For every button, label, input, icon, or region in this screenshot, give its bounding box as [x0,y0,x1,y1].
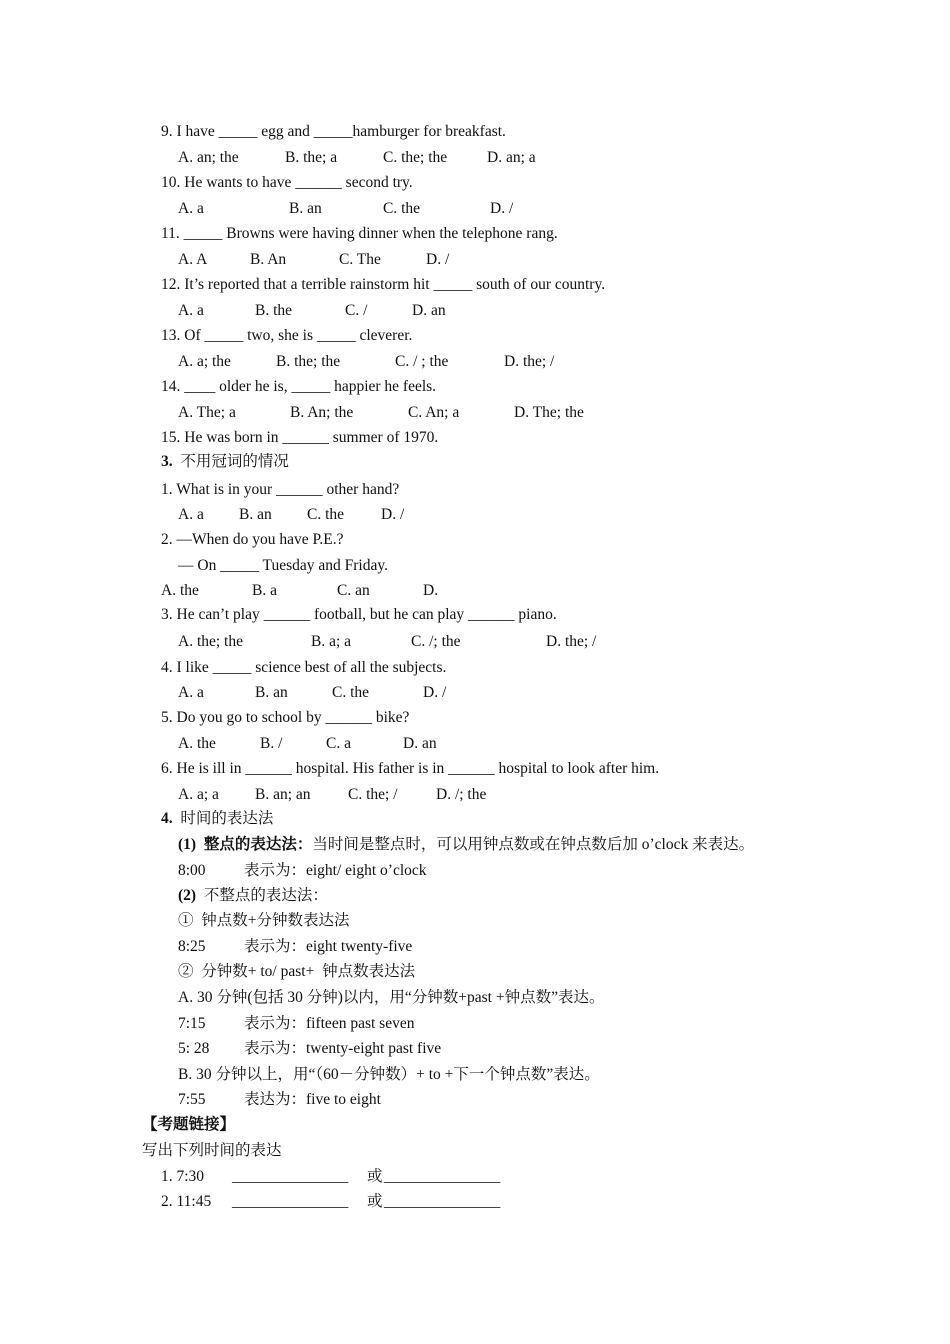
exam-item-label: 2. 11:45 [161,1193,212,1210]
option: B. the; a [285,149,338,166]
answer-blank: _______________ [232,1168,349,1185]
question-stem: 5. Do you go to school by ______ bike? [161,709,410,726]
question-stem: 10. He wants to have ______ second try. [161,174,413,191]
option: B. an [255,684,288,701]
option: C. the [332,684,370,701]
option: D. /; the [436,786,487,803]
example-time: 7:55 [178,1091,206,1108]
example-text: 表达为：five to eight [244,1091,381,1108]
option: D. / [423,684,447,701]
option: B. an; an [255,786,311,803]
answer-blank: _______________ [232,1193,349,1210]
option: C. the; the [383,149,448,166]
paragraph-number: (2) [178,887,197,904]
option: C. / [345,302,368,319]
section-number: 4. [161,810,173,827]
question-stem-continued: — On _____ Tuesday and Friday. [178,557,388,574]
paragraph-title: 整点的表达法： [203,836,313,853]
option: A. The; a [178,404,236,421]
question-stem: 1. What is in your ______ other hand? [161,481,400,498]
question-stem: 6. He is ill in ______ hospital. His father is in ______ hospital to look after him. [161,760,660,777]
question-stem: 12. It’s reported that a terrible rainstorm hit _____ south of our country. [161,276,606,293]
paragraph-number: (1) [178,836,197,853]
paragraph-whole-hour [178,835,754,855]
option: C. the [383,200,421,217]
option: A. a; a [178,786,219,803]
option: D. / [381,506,405,523]
option: D. an; a [487,149,536,166]
option: B. An [250,251,287,268]
option: A. a [178,684,204,701]
option: C. a [326,735,351,752]
option: A. the [161,582,199,599]
question-stem: 3. He can’t play ______ football, but he can play ______ piano. [161,606,557,623]
paragraph-text: 当时间是整点时，可以用钟点数或在钟点数后加 o’clock 来表达。 [312,836,755,853]
option: A. the [178,735,216,752]
example-text: 表示为：fifteen past seven [244,1015,415,1032]
example-time: 5: 28 [178,1040,210,1057]
option: D. The; the [514,404,584,421]
exam-link-heading: 【考题链接】 [142,1116,236,1133]
option: B. a; a [311,633,352,650]
question-stem: 2. —When do you have P.E.? [161,531,344,548]
option: B. An; the [290,404,354,421]
option: D. [423,582,439,599]
example-time: 7:15 [178,1015,206,1032]
exam-item-label: 1. 7:30 [161,1168,205,1185]
option: D. an [403,735,437,752]
example-text: 表示为：eight/ eight o’clock [244,862,427,879]
section-heading [161,809,273,829]
answer-blank: _______________ [384,1168,501,1185]
question-stem: 11. _____ Browns were having dinner when the telephone rang. [161,225,558,242]
question-stem: 9. I have _____ egg and _____hamburger for breakfast. [161,123,506,140]
example-text: 表示为：twenty-eight past five [244,1040,442,1057]
rule-text: B. 30 分钟以上，用“（60－分钟数）+ to +下一个钟点数”表达。 [178,1066,600,1083]
question-stem: 13. Of _____ two, she is _____ cleverer. [161,327,413,344]
option: D. the; / [546,633,597,650]
question-stem: 15. He was born in ______ summer of 1970. [161,429,439,446]
option: A. an; the [178,149,239,166]
option: A. the; the [178,633,243,650]
example-text: 表示为：eight twenty-five [244,938,413,955]
option: B. the; the [276,353,341,370]
option: B. the [255,302,293,319]
option: A. A [178,251,208,268]
option: A. a [178,302,204,319]
section-number: 3. [161,453,173,470]
example-time: 8:00 [178,862,206,879]
option: A. a; the [178,353,231,370]
option: B. an [239,506,272,523]
question-stem: 4. I like _____ science best of all the subjects. [161,659,447,676]
option: C. / ; the [395,353,449,370]
option: C. An; a [408,404,460,421]
option: B. an [289,200,322,217]
or-label: 或 [367,1168,383,1185]
rule-text: A. 30 分钟(包括 30 分钟)以内，用“分钟数+past +钟点数”表达。 [178,989,605,1006]
option: D. an [412,302,446,319]
option: A. a [178,200,204,217]
option: D. / [490,200,514,217]
option: C. the; / [348,786,398,803]
option: D. the; / [504,353,555,370]
or-label: 或 [367,1193,383,1210]
option: B. / [260,735,283,752]
option: C. The [339,251,381,268]
option: B. a [252,582,277,599]
option: D. / [426,251,450,268]
option: C. /; the [411,633,461,650]
section-title: 不用冠词的情况 [180,453,289,470]
option: C. an [337,582,370,599]
exam-instruction: 写出下列时间的表达 [142,1142,282,1159]
method-heading: ② 分钟数+ to/ past+ 钟点数表达法 [178,963,416,980]
method-heading: ① 钟点数+分钟数表达法 [178,912,350,929]
section-title: 时间的表达法 [180,810,274,827]
section-heading [161,452,289,472]
paragraph-not-whole-hour [178,886,328,906]
paragraph-title: 不整点的表达法： [203,887,328,904]
question-stem: 14. ____ older he is, _____ happier he feels. [161,378,437,395]
option: A. a [178,506,204,523]
answer-blank: _______________ [384,1193,501,1210]
option: C. the [307,506,345,523]
example-time: 8:25 [178,938,206,955]
